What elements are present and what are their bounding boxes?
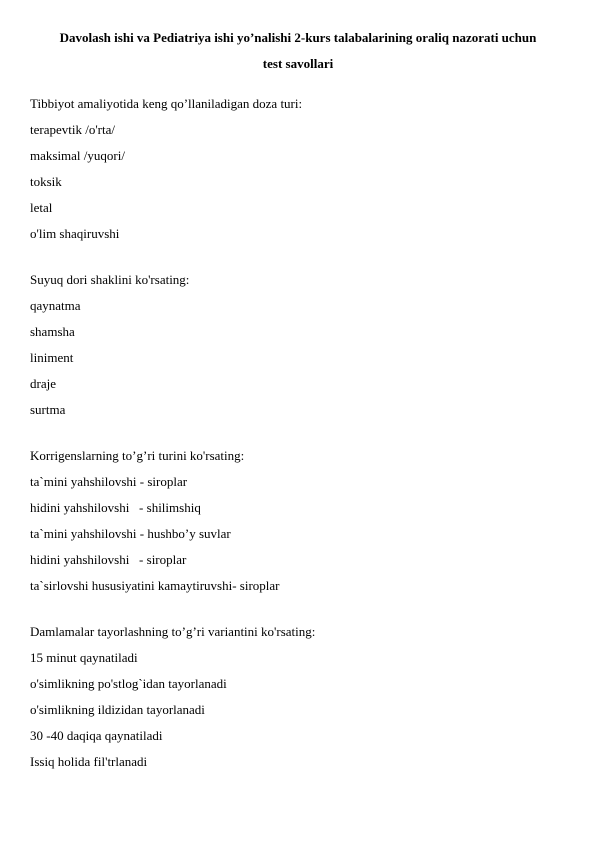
document-title-line-2: test savollari — [262, 56, 334, 71]
answer-option: o'lim shaqiruvshi — [30, 226, 120, 241]
answer-option: 15 minut qaynatiladi — [30, 650, 138, 665]
answer-option: qaynatma — [30, 298, 81, 313]
question-text: Korrigenslarning to’g’ri turini ko'rsating: — [30, 448, 245, 463]
answer-option: ta`sirlovshi hususiyatini kamaytiruvshi- siroplar — [30, 578, 280, 593]
answer-option: maksimal /yuqori/ — [30, 148, 125, 163]
question-text: Damlamalar tayorlashning to’g’ri variantini ko'rsating: — [30, 624, 316, 639]
answer-option: o'simlikning ildizidan tayorlanadi — [30, 702, 205, 717]
answer-option: ta`mini yahshilovshi - siroplar — [30, 474, 188, 489]
question-text: Suyuq dori shaklini ko'rsating: — [30, 272, 190, 287]
answer-option: o'simlikning po'stlog`idan tayorlanadi — [30, 676, 227, 691]
answer-option: 30 -40 daqiqa qaynatiladi — [30, 728, 163, 743]
answer-option: toksik — [30, 174, 62, 189]
answer-option: shamsha — [30, 324, 75, 339]
answer-option: hidini yahshilovshi - shilimshiq — [30, 500, 201, 515]
answer-option: liniment — [30, 350, 74, 365]
question-2 — [30, 272, 570, 418]
question-4 — [30, 624, 570, 770]
answer-option: ta`mini yahshilovshi - hushbo’y suvlar — [30, 526, 231, 541]
answer-option: surtma — [30, 402, 66, 417]
answer-option: terapevtik /o'rta/ — [30, 122, 116, 137]
question-3 — [30, 448, 570, 594]
document-title-line-1: Davolash ishi va Pediatriya ishi yo’nalishi 2-kurs talabalarining oraliq nazorati uchun — [59, 30, 537, 45]
answer-option: letal — [30, 200, 53, 215]
question-text: Tibbiyot amaliyotida keng qo’llaniladigan doza turi: — [30, 96, 303, 111]
answer-option: draje — [30, 376, 56, 391]
answer-option: hidini yahshilovshi - siroplar — [30, 552, 187, 567]
question-1 — [30, 96, 570, 242]
answer-option: Issiq holida fil'trlanadi — [30, 754, 148, 769]
